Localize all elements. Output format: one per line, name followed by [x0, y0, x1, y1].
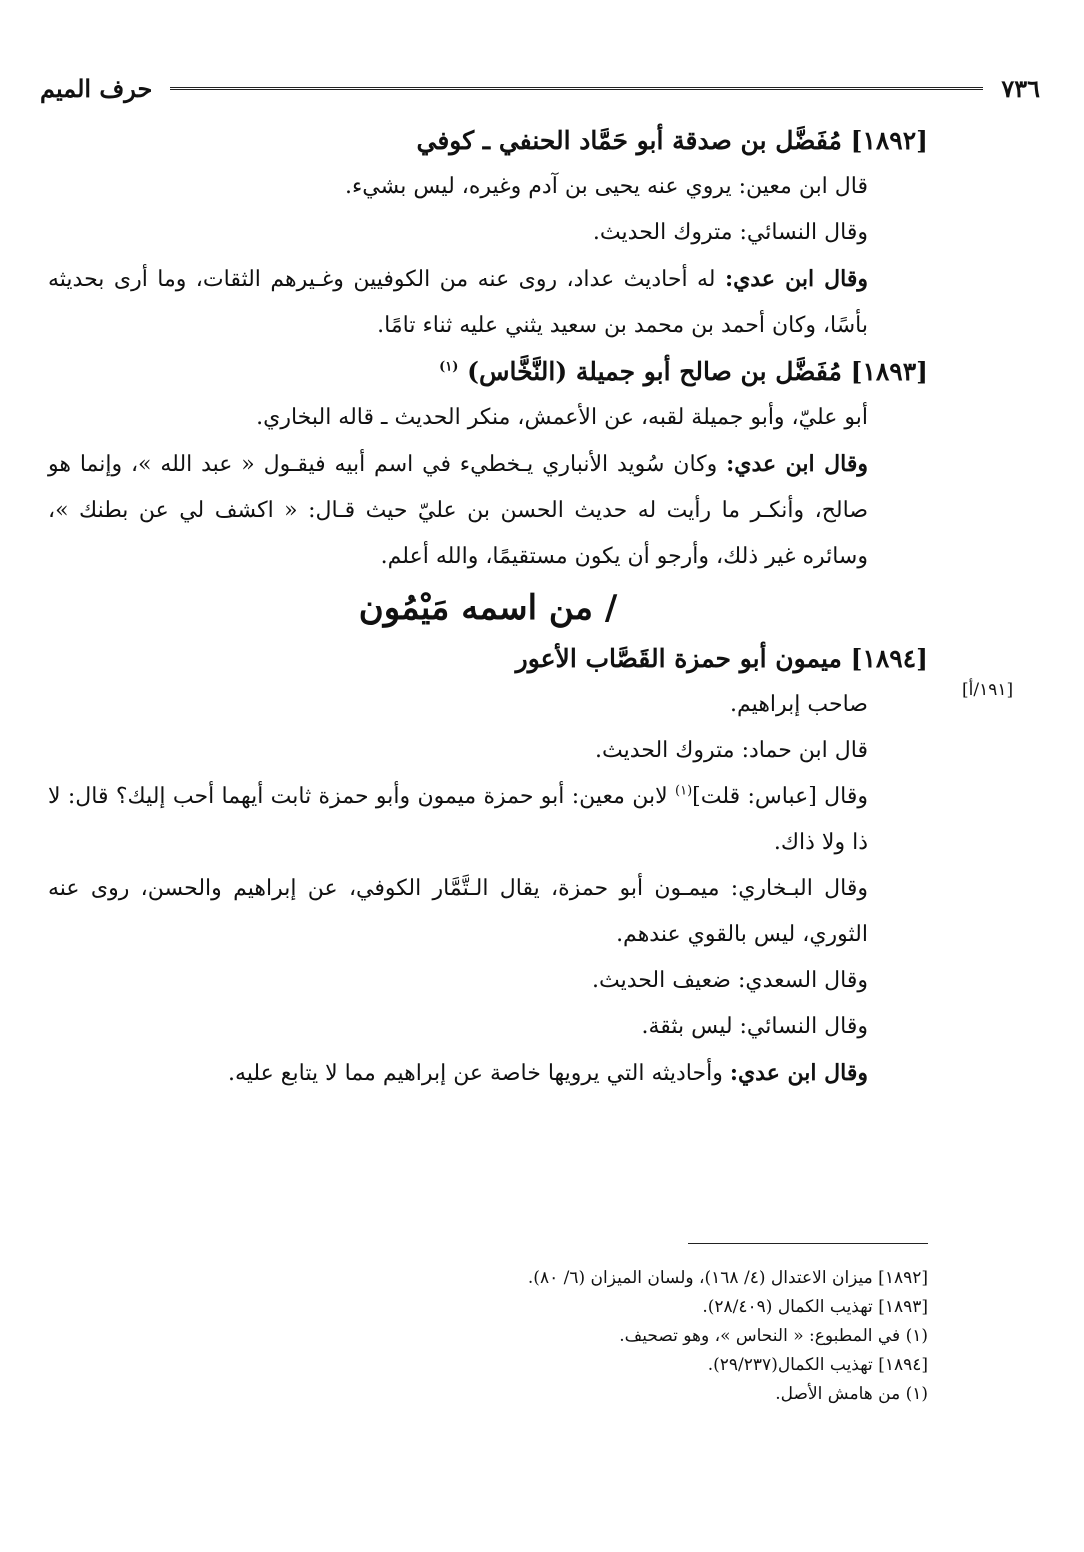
- entry-title-1892: [١٨٩٢] مُفَضَّل بن صدقة أبو حَمَّاد الحنفي ـ كوفي: [416, 126, 928, 155]
- footnote-5: (١) من هامش الأصل.: [775, 1384, 928, 1404]
- footnote-marker: (١): [439, 359, 459, 375]
- entry-1894-line-3-a: وقال [عباس: قلت]: [692, 784, 868, 809]
- footnote-marker: (١): [675, 783, 693, 799]
- entry-title-1893: [48, 349, 928, 395]
- running-section-name: حرف الميم: [40, 73, 153, 103]
- entry-1892-line-1: قال ابن معين: يروي عنه يحيى بن آدم وغيره، ليس بشيء.: [344, 174, 868, 199]
- entry-1892-line-2: وقال النسائي: متروك الحديث.: [592, 220, 868, 245]
- header-rule: [170, 87, 983, 90]
- entry-1894-line-3: [48, 774, 928, 866]
- margin-folio-reference: [١٩١/أ]: [962, 680, 1014, 700]
- footnote-separator: [688, 1243, 928, 1244]
- entry-1892-line-3: [48, 256, 928, 349]
- running-header: [40, 66, 1040, 110]
- footnotes: [48, 1264, 928, 1409]
- footnote-3: (١) في المطبوع: « النحاس »، وهو تصحيف.: [619, 1326, 928, 1346]
- entry-1894-line-7-text: وأحاديثه التي يرويها خاصة عن إبراهيم مما لا يتابع عليه.: [227, 1061, 730, 1086]
- entry-1894-line-5: وقال السعدي: ضعيف الحديث.: [591, 968, 868, 993]
- entry-1892-line-3-lead: وقال ابن عدي:: [724, 266, 868, 292]
- entry-1894-line-4: وقال البـخاري: ميمـون أبو حمزة، يقال الـتَّمَّار الكوفي، عن إبراهيم والحسن، روى عنه الثوري، ليس بالقوي عندهم.: [48, 876, 868, 947]
- entry-1893-line-1: أبو عليّ، وأبو جميلة لقبه، عن الأعمش، منكر الحديث ـ قاله البخاري.: [256, 405, 868, 430]
- page-number: ٧٣٦: [1001, 73, 1040, 103]
- entry-1894-line-1: صاحب إبراهيم.: [730, 692, 868, 717]
- section-heading: / من اسمه مَيْمُون: [358, 588, 618, 628]
- entry-title-1893-text: [١٨٩٣] مُفَضَّل بن صالح أبو جميلة (النَّخَّاس): [467, 357, 928, 386]
- entry-1893-line-2: [48, 441, 928, 580]
- entry-title-1894: [١٨٩٤] ميمون أبو حمزة القَصَّاب الأعور: [515, 644, 928, 673]
- footnote-1: [١٨٩٢] ميزان الاعتدال (٤/ ١٦٨)، ولسان الميزان (٦/ ٨٠).: [527, 1268, 928, 1288]
- entry-1894-line-7: [48, 1050, 928, 1097]
- entry-1894-line-2: قال ابن حماد: متروك الحديث.: [595, 738, 868, 763]
- entry-1893-line-2-lead: وقال ابن عدي:: [726, 451, 868, 477]
- footnote-4: [١٨٩٤] تهذيب الكمال(٢٩/٢٣٧).: [707, 1355, 928, 1375]
- entry-1893-line-2-text: وكان سُويد الأنباري يـخطيء في اسم أبيه فيقـول « عبد الله »، وإنما هو صالح، وأنكـر ما رأيت له حديث الحسن بن عليّ حيث قـال: « اكشف لي عن بطنك »، وسائره غير ذلك، وأرجو أن يكون مستقيمًا، والله أعلم.: [48, 452, 868, 569]
- entry-1892-line-3-text: له أحاديث عداد، روى عنه من الكوفيين وغـيرهم الثقات، وما أرى بحديثه بأسًا، وكان أحمد بن محمد بن سعيد يثني عليه ثناء تامًا.: [48, 267, 868, 338]
- main-text: [48, 118, 928, 1097]
- footnote-2: [١٨٩٣] تهذيب الكمال (٢٨/٤٠٩).: [702, 1297, 928, 1317]
- entry-1894-line-3-b: لابن معين: أبو حمزة ميمون وأبو حمزة ثابت أيهما أحب إليك؟ قال: لا ذا ولا ذاك.: [48, 784, 868, 855]
- entry-1894-line-6: وقال النسائي: ليس بثقة.: [641, 1014, 868, 1039]
- entry-1894-line-7-lead: وقال ابن عدي:: [729, 1060, 868, 1086]
